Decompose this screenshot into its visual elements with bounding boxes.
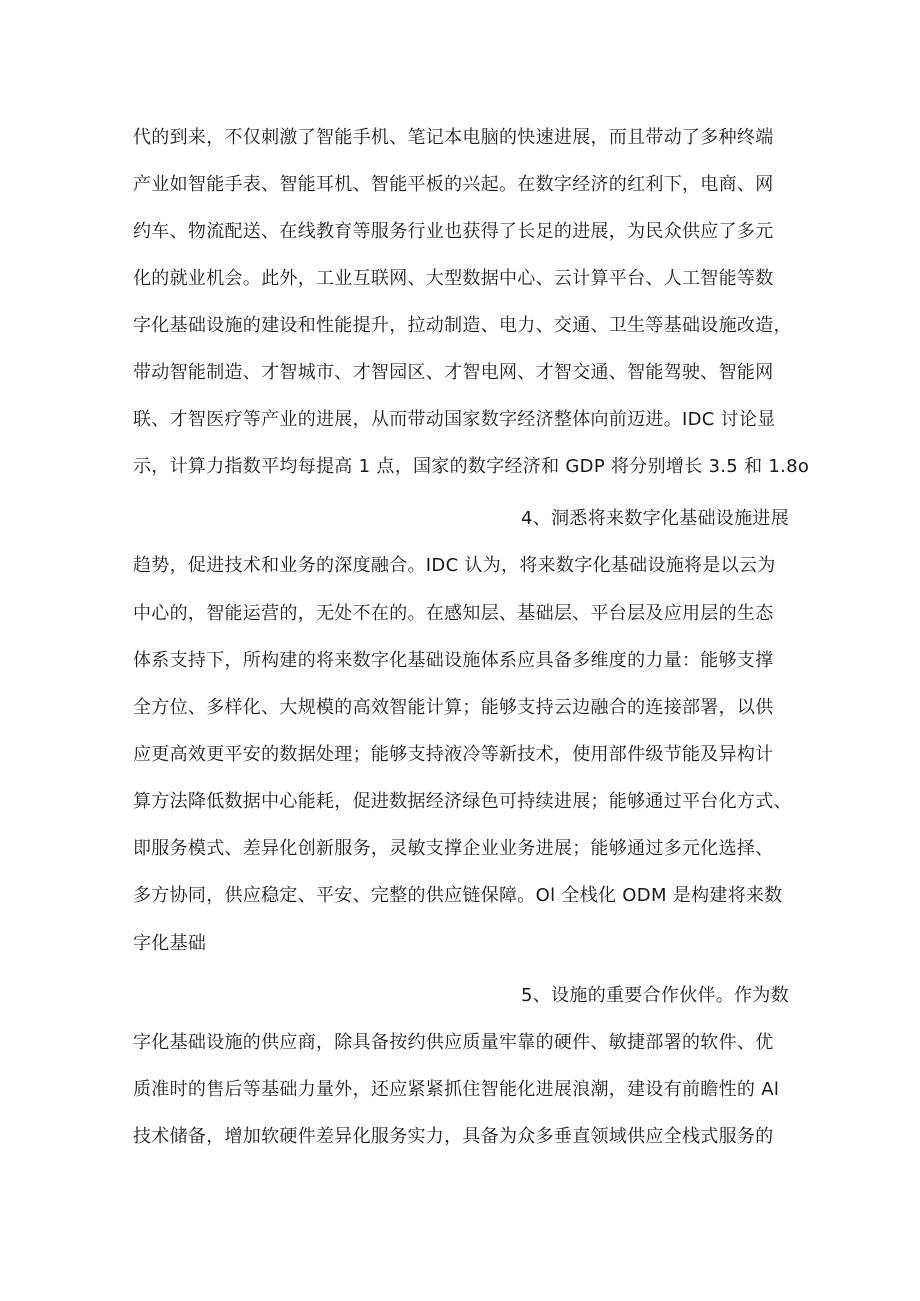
text-line: 带动智能制造、才智城市、才智园区、才智电网、才智交通、智能驾驶、智能网 [133, 362, 774, 383]
text-line: 中心的，智能运营的，无处不在的。在感知层、基础层、平台层及应用层的生态 [133, 603, 774, 624]
text-line: 算方法降低数据中心能耗，促进数据经济绿色可持续进展；能够通过平台化方式、 [133, 791, 792, 812]
text-line: 体系支持下，所构建的将来数字化基础设施体系应具备多维度的力量：能够支撑 [133, 650, 774, 671]
text-line: 应更高效更平安的数据处理；能够支持液冷等新技术，使用部件级节能及异构计 [133, 744, 774, 765]
text-line: 代的到来，不仅刺激了智能手机、笔记本电脑的快速进展，而且带动了多种终端 [133, 127, 774, 148]
text-line: 字化基础设施的供应商，除具备按约供应质量牢靠的硬件、敏捷部署的软件、优 [133, 1032, 774, 1053]
section-heading-5: 5、设施的重要合作伙伴。作为数 [521, 985, 789, 1006]
text-line: 产业如智能手表、智能耳机、智能平板的兴起。在数字经济的红利下，电商、网 [133, 174, 774, 195]
text-line: 即服务模式、差异化创新服务，灵敏支撑企业业务进展；能够通过多元化选择、 [133, 838, 774, 859]
text-line: 技术储备，增加软硬件差异化服务实力，具备为众多垂直领域供应全栈式服务的 [133, 1126, 774, 1147]
text-line: 多方协同，供应稳定、平安、完整的供应链保障。Ol 全栈化 ODM 是构建将来数 [133, 885, 783, 906]
text-line: 质准时的售后等基础力量外，还应紧紧抓住智能化进展浪潮，建设有前瞻性的 Al [133, 1079, 780, 1100]
text-line: 示，计算力指数平均每提高 1 点，国家的数字经济和 GDP 将分别增长 3.5 和 1.8o [133, 456, 810, 477]
text-line: 字化基础设施的建设和性能提升，拉动制造、电力、交通、卫生等基础设施改造， [133, 315, 792, 336]
text-line: 联、才智医疗等产业的进展，从而带动国家数字经济整体向前迈进。IDC 讨论显 [133, 409, 776, 430]
text-line: 全方位、多样化、大规模的高效智能计算；能够支持云边融合的连接部署，以供 [133, 697, 774, 718]
text-line: 约车、物流配送、在线教育等服务行业也获得了长足的进展，为民众供应了多元 [133, 221, 774, 242]
text-line: 化的就业机会。此外，工业互联网、大型数据中心、云计算平台、人工智能等数 [133, 268, 774, 289]
section-heading-4: 4、洞悉将来数字化基础设施进展 [521, 508, 789, 529]
text-line: 字化基础 [133, 933, 207, 954]
text-line: 趋势，促进技术和业务的深度融合。IDC 认为，将来数字化基础设施将是以云为 [133, 555, 776, 576]
